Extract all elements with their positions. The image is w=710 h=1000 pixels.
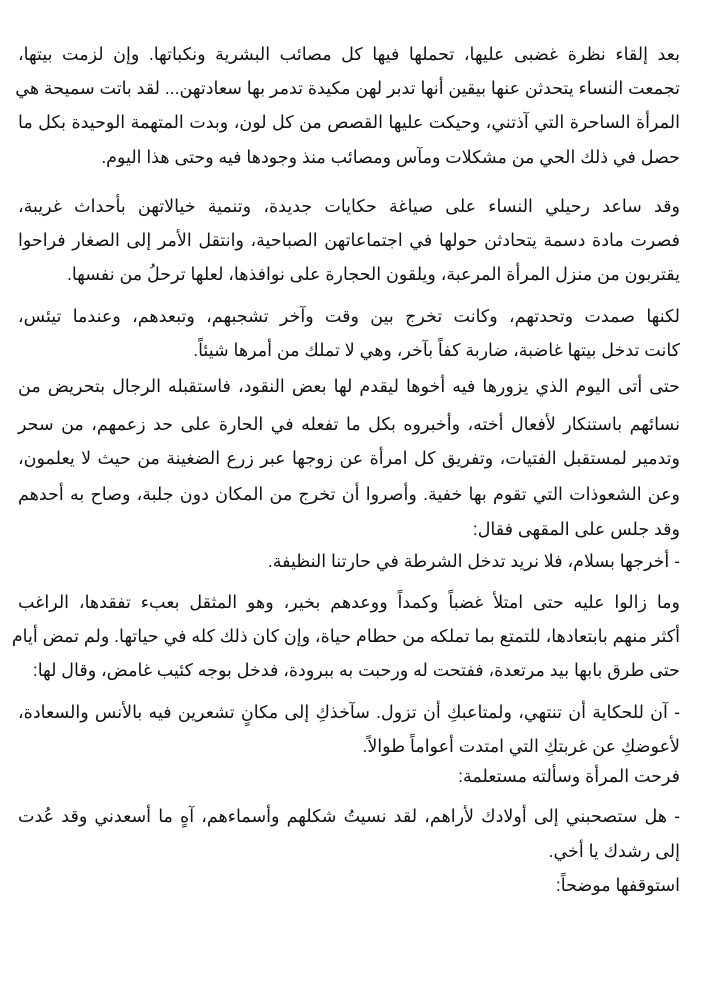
text-line-23: إلى رشدك يا أخي.	[548, 841, 680, 861]
text-line-15: - أخرجها بسلام، فلا نريد تدخل الشرطة في حارتنا النظيفة.	[267, 551, 680, 571]
text-line-18: حتى طرق بابها بيد مرتعدة، ففتحت له ورحبت به ببرودة، فدخل بوجه كئيب غامض، وقال لها:	[32, 660, 680, 680]
text-line-9: كانت تدخل بيتها غاضبة، ضاربة كفاً بآخر، وهي لا تملك من أمرها شيئاً.	[193, 340, 680, 360]
text-line-16: وما زالوا عليه حتى امتلأ غضباً وكمداً ووعدهم بخير، وهو المثقل بعبء تفقدها، الراغب	[18, 592, 680, 612]
text-line-20: لأعوضكِ عن غربتكِ التي امتدت أعواماً طوالاً.	[362, 736, 680, 756]
text-line-7: يقتربون من منزل المرأة المرعبة، ويلقون الحجارة على نوافذها، لعلها ترحلُ من نفسها.	[66, 264, 680, 284]
text-line-11: نسائهم باستنكار لأفعال أخته، وأخبروه بكل ما تفعله في الحارة على حد زعمهم، من سحر	[18, 414, 680, 434]
text-line-22: - هل ستصحبني إلى أولادك لأراهم، لقد نسيتُ شكلهم وأسماءهم، آهٍ ما أسعدني وقد عُدت	[18, 806, 680, 826]
text-line-19: - آن للحكاية أن تنتهي، ولمتاعبكِ أن تزول. سآخذكِ إلى مكانٍ تشعرين فيه بالأنس والسعادة،	[18, 702, 680, 722]
text-line-12: وتدمير لمستقبل الفتيات، وتفريق كل امرأة عن زوجها عبر زرع الضغينة من حيث لا يعلمون،	[18, 448, 680, 468]
text-line-21: فرحت المرأة وسألته مستعلمة:	[458, 766, 680, 786]
text-line-10: حتى أتى اليوم الذي يزورها فيه أخوها ليقدم لها بعض النقود، فاستقبله الرجال بتحريض من	[18, 376, 680, 396]
text-line-4: حصل في ذلك الحي من مشكلات ومآس ومصائب منذ وجودها فيه وحتى هذا اليوم.	[101, 147, 680, 167]
text-line-24: استوقفها موضحاً:	[555, 875, 680, 895]
text-line-3: المرأة الساحرة التي آذتني، وحيكت عليها القصص من كل لون، وبدت المتهمة الوحيدة بكل ما	[18, 112, 680, 132]
text-line-1: بعد إلقاء نظرة غضبى عليها، تحملها فيها كل مصائب البشرية ونكباتها. وإن لزمت بيتها،	[18, 44, 680, 64]
text-line-2: تجمعت النساء يتحدثن عنها بيقين أنها تدبر لهن مكيدة تدمر بها سعادتهن... لقد باتت سميحة هي	[15, 78, 680, 98]
text-line-13: وعن الشعوذات التي تقوم بها خفية. وأصروا أن تخرج من المكان دون جلبة، وصاح به أحدهم	[18, 484, 680, 504]
text-line-17: أكثر منهم بابتعادها، للتمتع بما تملكه من حطام حياة، وإن كان ذلك كله في حياتها. ولم تمض أيام	[11, 626, 680, 646]
text-line-6: فصرت مادة دسمة يتحادثن حولها في اجتماعاتهن الصباحية، وانتقل الأمر إلى الصغار فراحوا	[18, 230, 680, 250]
text-line-5: وقد ساعد رحيلي النساء على صياغة حكايات جديدة، وتنمية خيالاتهن بأحداث غريبة،	[18, 196, 680, 216]
text-line-14: وقد جلس على المقهى فقال:	[472, 519, 680, 539]
text-line-8: لكنها صمدت وتحدتهم، وكانت تخرج بين وقت وآخر تشجبهم، وتبعدهم، وعندما تيئس،	[18, 306, 680, 326]
